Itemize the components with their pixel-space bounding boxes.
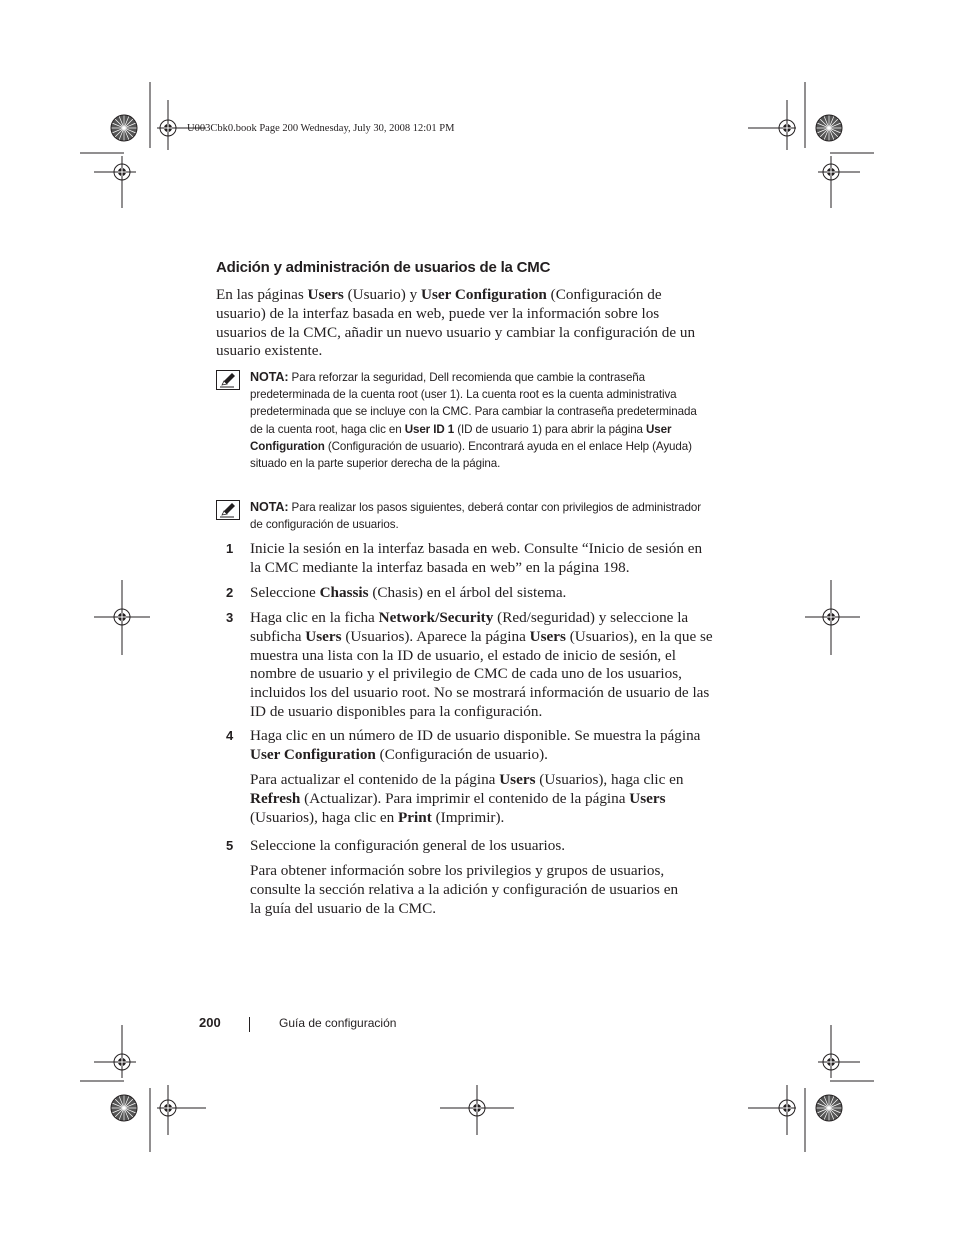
list-item — [216, 727, 716, 765]
starburst-target-icon — [111, 1095, 137, 1121]
pencil-note-icon — [216, 370, 240, 390]
crosshair-registration-icon — [818, 156, 860, 208]
crosshair-registration-icon — [818, 1025, 860, 1078]
section-heading: Adición y administración de usuarios de la CMC — [216, 259, 551, 276]
note-box — [216, 369, 708, 472]
crosshair-registration-icon — [779, 1085, 795, 1135]
step-text: Inicie la sesión en la interfaz basada en web. Consulte “Inicio de sesión en la CMC mediante la interfaz basada en web” en la página 198. — [250, 540, 703, 576]
step-text: Haga clic en la ficha Network/Security (Red/seguridad) y seleccione la subficha Users (Usuarios). Aparece la página Users (Usuarios), en la que se muestra una lista con la ID de usuario, el estado de inicio de sesión, el nombre de usuario y el privilegio de CMC de cada uno de los usuarios, incluidos los del usuario root. No se mostrará información de usuario de las ID de usuario disponibles para la configuración. — [250, 609, 713, 720]
footer-divider — [249, 1017, 250, 1032]
intro-paragraph: En las páginas Users (Usuario) y User Configuration (Configuración de usuario) de la interfaz basada en web, puede ver la información sobre los usuarios de la CMC, añadir un nuevo usuario y cambiar la configuración de un usuario existente. — [216, 286, 696, 360]
book-header-line: U003Cbk0.book Page 200 Wednesday, July 30, 2008 12:01 PM — [187, 123, 455, 134]
step-number: 3 — [226, 610, 234, 625]
pencil-note-icon — [216, 500, 240, 520]
starburst-target-icon — [816, 1095, 842, 1121]
starburst-target-icon — [111, 115, 137, 141]
page-number: 200 — [199, 1015, 221, 1030]
list-item — [216, 540, 716, 578]
crosshair-registration-icon — [440, 1085, 514, 1135]
crosshair-registration-icon — [160, 100, 176, 150]
step-text: Seleccione Chassis (Chasis) en el árbol del sistema. — [250, 584, 567, 601]
crosshair-registration-icon — [94, 580, 150, 655]
step-sub-paragraph: Para obtener información sobre los privilegios y grupos de usuarios, consulte la sección relativa a la adición y configuración de usuarios en la guía del usuario de la CMC. — [250, 862, 679, 917]
note-text: NOTA: Para reforzar la seguridad, Dell recomienda que cambie la contraseña predeterminada de la cuenta root (user 1). La cuenta root es la cuenta administrativa predeterminada que se incluye con la CMC. Para cambiar la contraseña predeterminada de la cuenta root, haga clic en User ID 1 (ID de usuario 1) para abrir la página User Configuration (Configuración de usuario). Encontrará ayuda en el enlace Help (Ayuda) situado en la parte superior derecha de la página. — [250, 370, 697, 471]
step-sub-paragraph: Para actualizar el contenido de la página Users (Usuarios), haga clic en Refresh (Actualizar). Para imprimir el contenido de la página Users (Usuarios), haga clic en Print (Imprimir). — [250, 771, 684, 826]
list-item — [216, 584, 716, 603]
note-text: NOTA: Para realizar los pasos siguientes, deberá contar con privilegios de administrador de configuración de usuarios. — [250, 500, 701, 532]
starburst-target-icon — [816, 115, 842, 141]
note-box — [216, 499, 708, 533]
crosshair-registration-icon — [94, 1025, 136, 1078]
step-number: 4 — [226, 728, 234, 743]
crosshair-registration-icon — [94, 156, 136, 208]
list-item — [216, 609, 716, 722]
step-number: 2 — [226, 585, 234, 600]
crosshair-registration-icon — [160, 1085, 176, 1135]
list-item — [216, 837, 716, 856]
footer-guide-title: Guía de configuración — [279, 1016, 397, 1030]
step-number: 5 — [226, 838, 234, 853]
crosshair-registration-icon — [805, 580, 860, 655]
step-text: Haga clic en un número de ID de usuario disponible. Se muestra la página User Configuration (Configuración de usuario). — [250, 727, 701, 763]
crosshair-registration-icon — [779, 100, 795, 150]
step-number: 1 — [226, 541, 234, 556]
step-text: Seleccione la configuración general de los usuarios. — [250, 837, 566, 854]
